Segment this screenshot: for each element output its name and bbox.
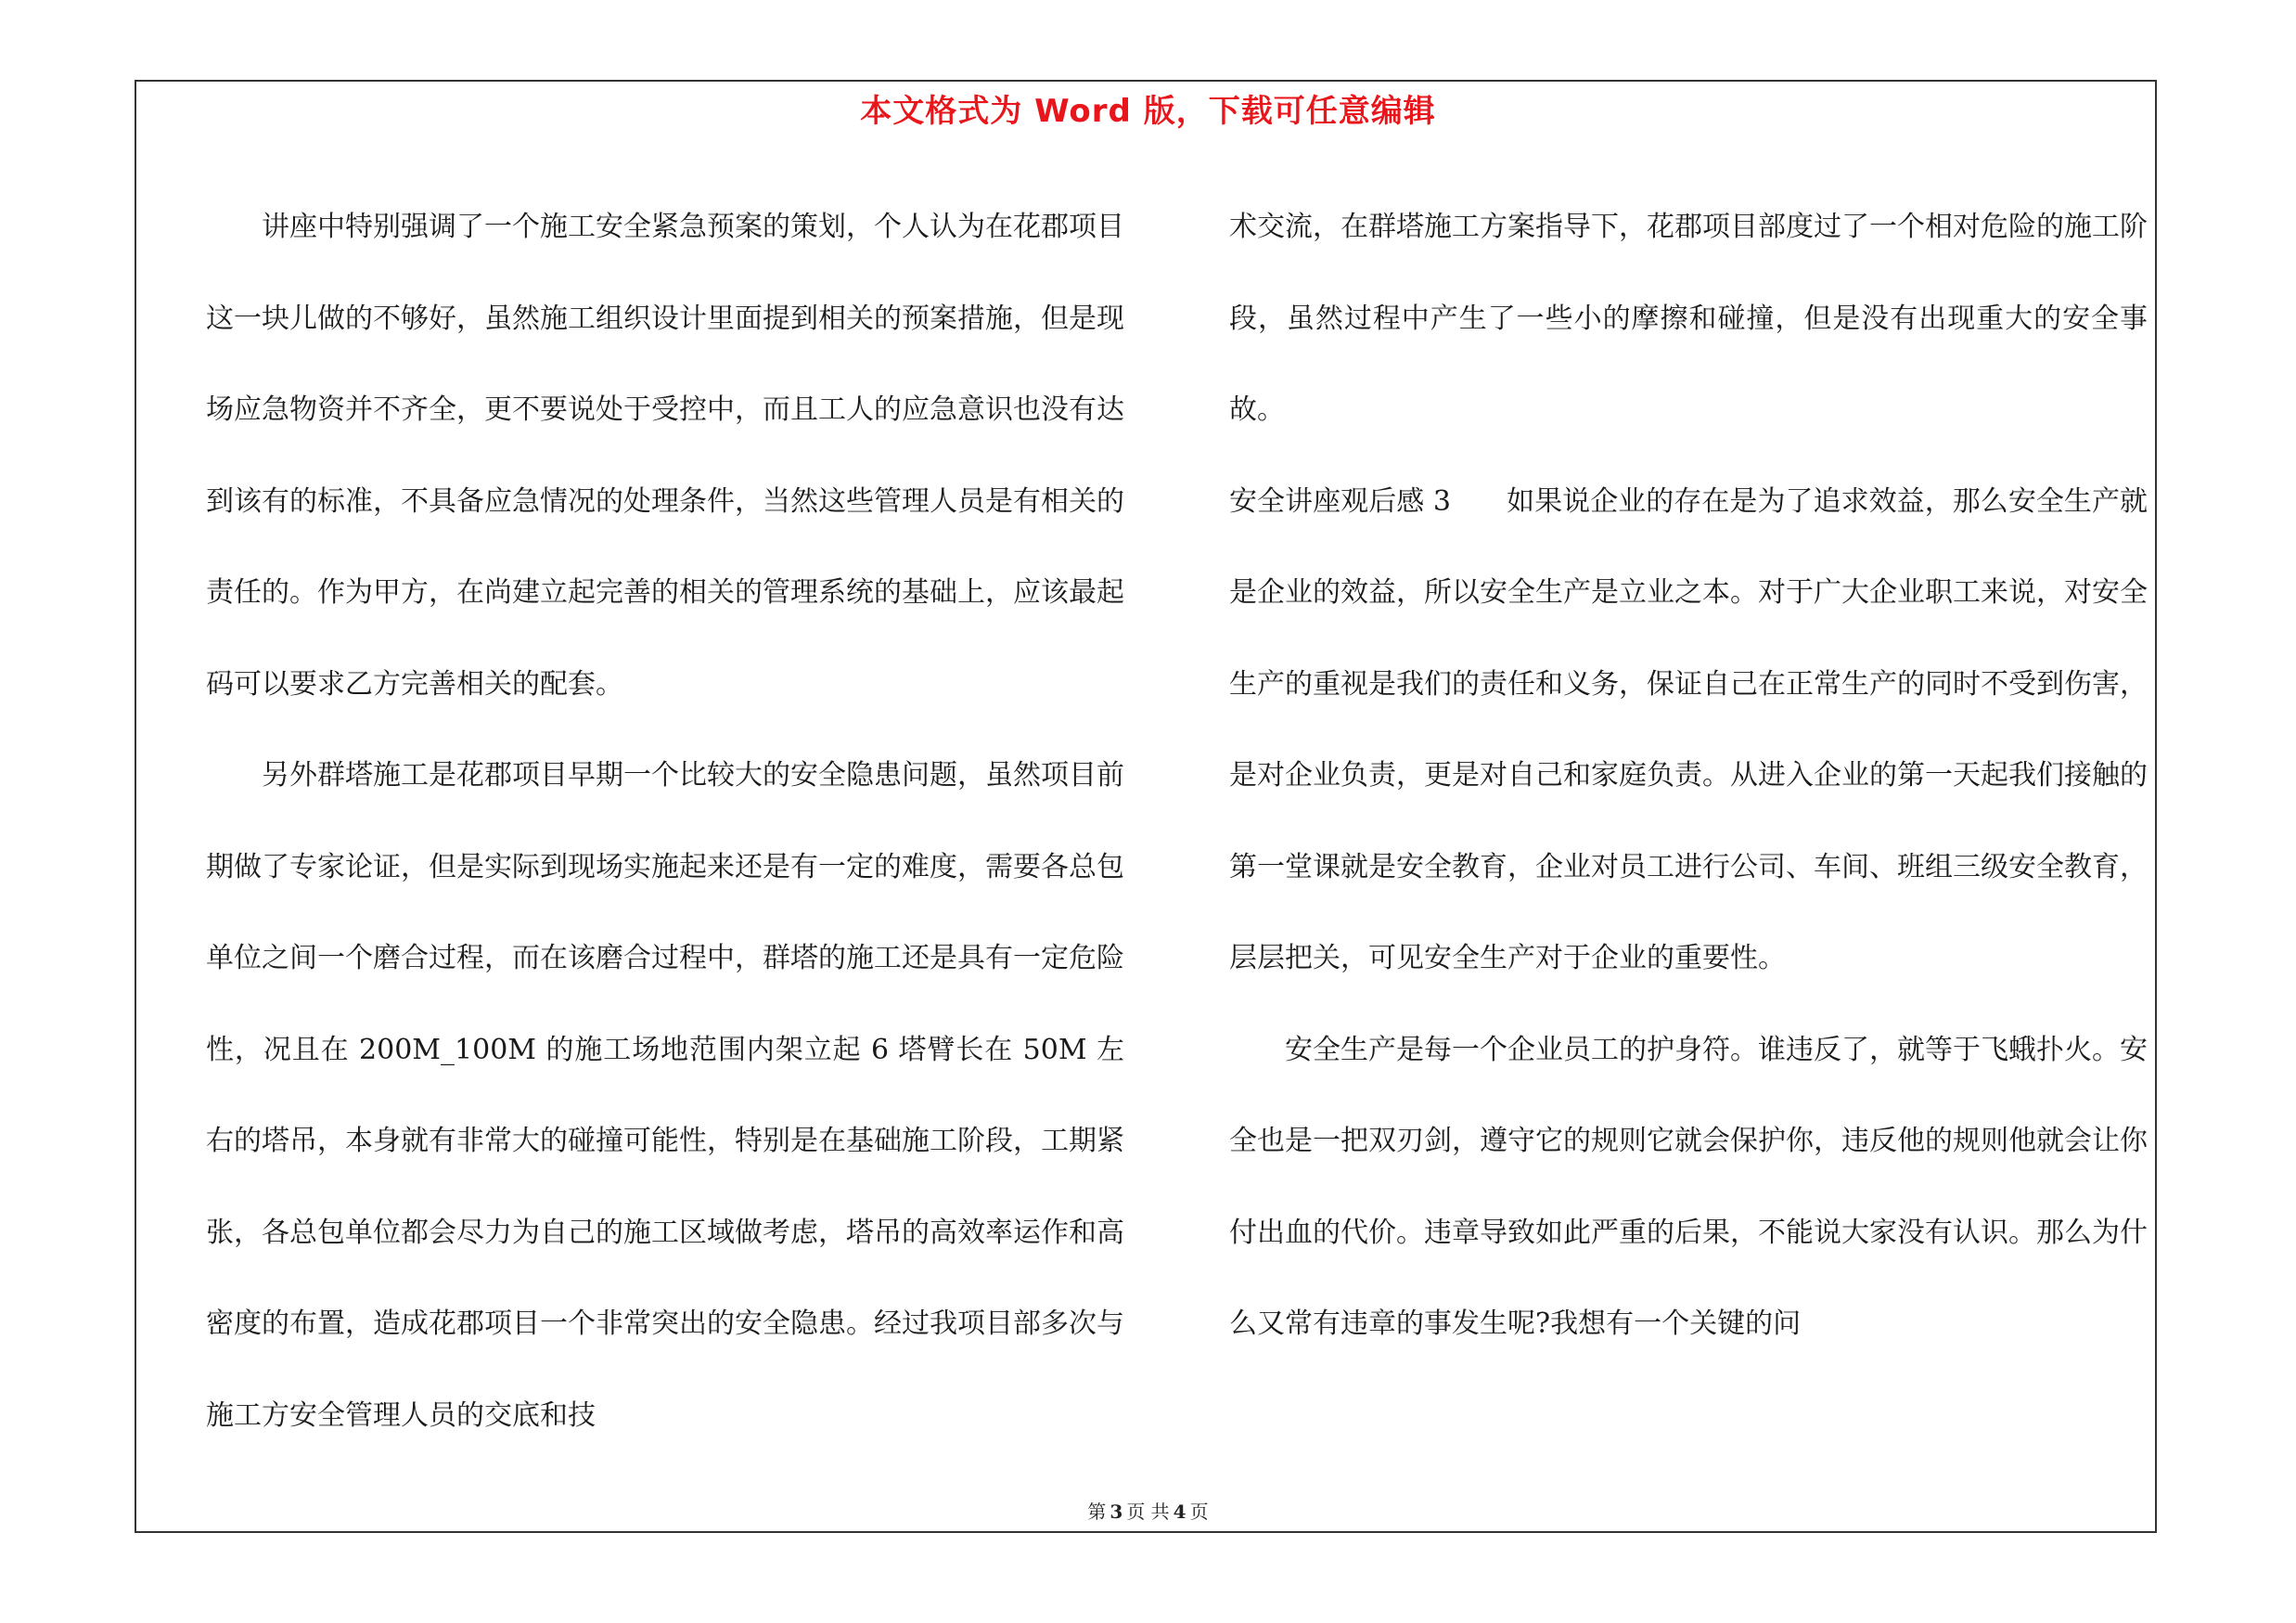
paragraph-heading-3: 安全讲座观后感 3 如果说企业的存在是为了追求效益，那么安全生产就是企业的效益，所以安全生产是立业之本。对于广大企业职工来说，对安全生产的重视是我们的责任和义务，保证自己在正常生产的同时不受到伤害，是对企业负责，更是对自己和家庭负责。从进入企业的第一天起我们接触的第一堂课就是安全教育，企业对员工进行公司、车间、班组三级安全教育，层层把关，可见安全生产对于企业的重要性。: [1229, 484, 2148, 974]
footer-suffix: 页: [1189, 1501, 1209, 1523]
paragraph: 术交流，在群塔施工方案指导下，花郡项目部度过了一个相对危险的施工阶段，虽然过程中产生了一些小的摩擦和碰撞，但是没有出现重大的安全事故。: [1229, 211, 2148, 426]
header-banner: 本文格式为 Word 版，下载可任意编辑: [860, 93, 1436, 130]
paragraph: 另外群塔施工是花郡项目早期一个比较大的安全隐患问题，虽然项目前期做了专家论证，但是实际到现场实施起来还是有一定的难度，需要各总包单位之间一个磨合过程，而在该磨合过程中，群塔的施工还是具有一定危险性，况且在 200M_100M 的施工场地范围内架立起 6 塔臂长在 50M 左右的塔吊，本身就有非常大的碰撞可能性，特别是在基础施工阶段，工期紧张，各总包单位都会尽力为自己的施工区域做考虑，塔吊的高效率运作和高密度的布置，造成花郡项目一个非常突出的安全隐患。经过我项目部多次与施工方安全管理人员的交底和技: [206, 759, 1124, 1432]
paragraph: 讲座中特别强调了一个施工安全紧急预案的策划，个人认为在花郡项目这一块儿做的不够好，虽然施工组织设计里面提到相关的预案措施，但是现场应急物资并不齐全，更不要说处于受控中，而且工人的应急意识也没有达到该有的标准，不具备应急情况的处理条件，当然这些管理人员是有相关的责任的。作为甲方，在尚建立起完善的相关的管理系统的基础上，应该最起码可以要求乙方完善相关的配套。: [206, 211, 1124, 701]
left-column: [206, 182, 1124, 1462]
right-column: [1229, 182, 2148, 1371]
footer-middle: 页 共: [1126, 1501, 1170, 1523]
total-page-number: 4: [1173, 1501, 1186, 1523]
footer-prefix: 第: [1087, 1501, 1107, 1523]
current-page-number: 3: [1110, 1501, 1123, 1523]
paragraph: 安全生产是每一个企业员工的护身符。谁违反了，就等于飞蛾扑火。安全也是一把双刃剑，遵守它的规则它就会保护你，违反他的规则他就会让你付出血的代价。违章导致如此严重的后果，不能说大家没有认识。那么为什么又常有违章的事发生呢?我想有一个关键的问: [1229, 1033, 2148, 1340]
page-footer: [0, 1497, 2296, 1524]
